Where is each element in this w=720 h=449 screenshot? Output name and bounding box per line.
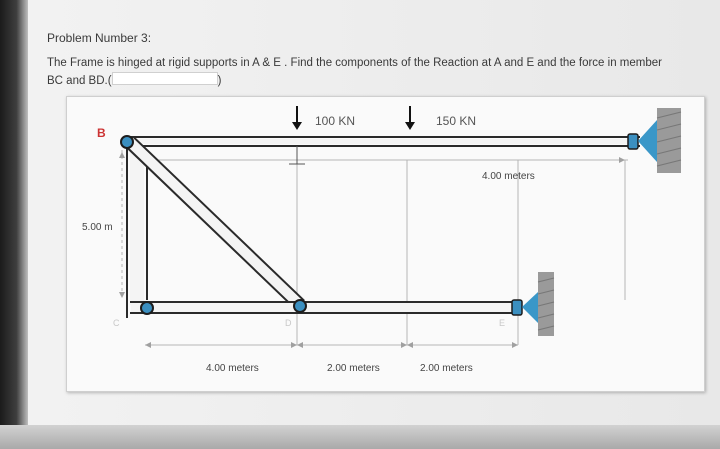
pin-D: [294, 300, 306, 312]
load-label-100kn: 100 KN: [315, 114, 356, 128]
node-label-B: B: [97, 126, 106, 140]
load-arrow-150kn: [405, 106, 415, 130]
node-label-D: D: [285, 318, 292, 328]
problem-number: Problem Number 3:: [47, 31, 152, 45]
statement-line-2-text: BC and BD.(: [47, 75, 112, 87]
bottom-beam: [130, 302, 520, 313]
pin-B: [121, 136, 133, 148]
left-column: [127, 140, 147, 318]
statement-line-1: The Frame is hinged at rigid supports in A & E . Find the components of the Reaction at A and E and the force in member: [47, 57, 662, 69]
top-beam: [128, 137, 640, 146]
span-1-dimension-label: 4.00 meters: [206, 363, 259, 374]
support-A: [628, 108, 681, 173]
statement-close-paren: ): [217, 75, 222, 87]
span-3-dimension-label: 2.00 meters: [420, 363, 473, 374]
span-2-dimension-label: 2.00 meters: [327, 363, 380, 374]
node-label-E: E: [499, 318, 506, 328]
pin-C: [141, 302, 153, 314]
height-dimension-label: 5.00 m: [82, 222, 113, 233]
load-label-150kn: 150 KN: [436, 114, 477, 128]
load-arrow-100kn: [289, 106, 305, 164]
diagonal-member: [130, 142, 300, 305]
node-label-C: C: [113, 318, 120, 328]
top-right-dimension-label: 4.00 meters: [482, 171, 535, 182]
